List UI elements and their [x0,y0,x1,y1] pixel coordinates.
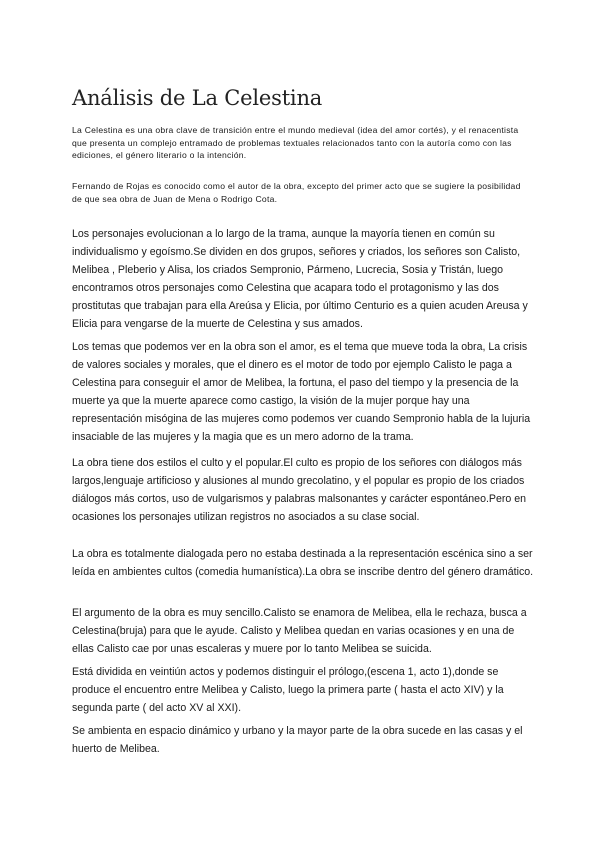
paragraph-characters: Los personajes evolucionan a lo largo de la trama, aunque la mayoría tienen en común su individualismo y egoísmo.Se dividen en dos grupos, señores y criados, los señores son Calisto, Melibea , Pleberio y Alisa, los criados Sempronio, Pármeno, Lucrecia, Sosia y Tristán, luego encontramos otros personajes como Celestina que acapara todo el protagonismo y las dos prostitutas que trabajan para ella Areúsa y Elicia, por último Centurio es a quien acuden Areusa y Elicia para vengarse de la muerte de Celestina y sus amados. [72,228,528,330]
paragraph-plot: El argumento de la obra es muy sencillo.Calisto se enamora de Melibea, ella le rechaza, busca a Celestina(bruja) para que le ayude. Calisto y Melibea quedan en varias ocasiones y en una de ellas Calisto cae por unas escaleras y muere por lo tanto Melibea se suicida. [72,607,527,655]
paragraph-structure: Está dividida en veintiún actos y podemos distinguir el prólogo,(escena 1, acto 1),donde se produce el encuentro entre Melibea y Calisto, luego la primera parte ( hasta el acto XIV) y la segunda parte ( del acto XV al XXI). [72,666,504,714]
paragraph-styles: La obra tiene dos estilos el culto y el popular.El culto es propio de los señores con diálogos más largos,lenguaje artificioso y alusiones al mundo grecolatino, y el popular es propio de los criados diálogos más cortos, uso de vulgarismos y palabras malsonantes y carácter espontáneo.Pero en ocasiones los personajes utilizan registros no asociados a su clase social. [72,457,527,523]
paragraph-themes: Los temas que podemos ver en la obra son el amor, es el tema que mueve toda la obra, La crisis de valores sociales y morales, que el dinero es el motor de todo por ejemplo Calisto le paga a Celestina para conseguir el amor de Melibea, la fortuna, el paso del tiempo y la presencia de la muerte ya que la muerte aparece como castigo, la visión de la mujer porque hay una representación misógina de las mujeres como podemos ver cuando Sempronio habla de la lujuria insaciable de las mujeres y la magia que es un mero adorno de la trama. [72,341,531,443]
paragraph-genre: La obra es totalmente dialogada pero no estaba destinada a la representación escénica sino a ser leída en ambientes cultos (comedia humanística).La obra se inscribe dentro del género dramático. [72,548,534,578]
document-title: Análisis de La Celestina [72,86,323,110]
paragraph-author: Fernando de Rojas es conocido como el autor de la obra, excepto del primer acto que se sugiere la posibilidad de que sea obra de Juan de Mena o Rodrigo Cota. [72,181,521,204]
paragraph-setting: Se ambienta en espacio dinámico y urbano y la mayor parte de la obra sucede en las casas y el huerto de Melibea. [72,725,523,755]
paragraph-intro-celestina: La Celestina es una obra clave de transición entre el mundo medieval (idea del amor cortés), y el renacentista que presenta un complejo entramado de problemas textuales relacionados tanto con la autoría como con las ediciones, el género literario o la intención. [72,125,519,160]
